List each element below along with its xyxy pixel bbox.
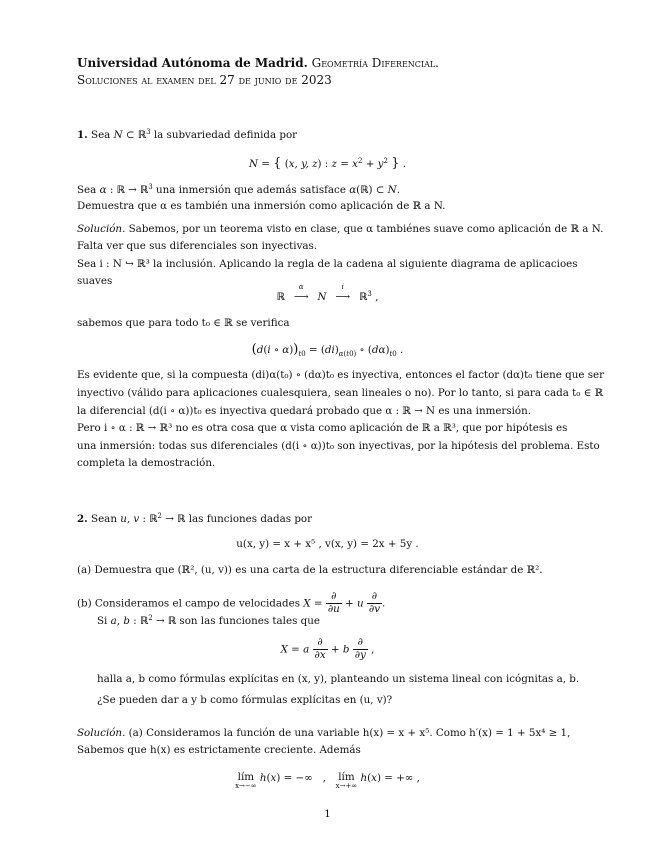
lim-subscript: x→+∞ [335,782,358,791]
problem1-statement-line3: Demuestra que α es también una inmersión como aplicación de ℝ a N. [77,200,446,212]
problem1-statement-line1: 1. Sea N ⊂ ℝ$^3$ la subvariedad definida por [77,128,298,141]
solution1-diagram: ℝ α ⟶ N i ⟶ ℝ$^3$ , [276,283,379,303]
solution1-line4: suaves [77,275,113,287]
lim-word: lím [237,771,255,783]
solution1-text: Sabemos, por un teorema visto en clase, que α tambiénes suave como aplicación de ℝ a N. [128,223,604,235]
solution1-line3: Sea i : N ↪ ℝ³ la inclusión. Aplicando la regla de la cadena al siguiente diagrama de aplicacioes [77,258,578,270]
problem2-number: 2. [77,513,88,525]
solution2-line1 [77,727,570,739]
solution2-label: Solución. [77,727,126,739]
solution2-text: (a) Consideramos la función de una variable h(x) = x + x⁵. Como h′(x) = 1 + 5x⁴ ≥ 1, [128,727,571,739]
page-number: 1 [324,808,331,820]
solution1-line6: Es evidente que, si la compuesta (di)α(t₀) ∘ (dα)t₀ es inyectiva, entonces el factor (dα)t₀ tiene que ser [77,369,605,381]
problem1-equation: N = { (x, y, z) : $z = x^2 + y^2$ } . [248,156,407,171]
solution2-limits: lím x→−∞ h(x) = −∞ , lím x→+∞ h(x) = +∞ , [235,771,420,791]
part-b-text: Si [97,615,108,627]
exam-subtitle: Soluciones al examen del 27 de junio de 2023 [77,73,332,87]
problem1-text: una inmersión que además satisface [156,184,346,196]
solution1-label: Solución. [77,223,126,235]
problem2-part-b-line1: (b) Consideramos el campo de velocidades X = $\frac{\partial}{\partial u}$ + u $\frac{\partial}{\partial v}$ . [77,590,386,615]
university-name: Universidad Autónoma de Madrid. [77,56,308,70]
problem2-part-a [77,564,543,576]
solution1-line11: completa la demostración. [77,457,216,469]
solution1-line9: Pero i ∘ α : ℝ → ℝ³ no es otra cosa que α vista como aplicación de ℝ a ℝ³, que por hipótesis es [77,422,568,434]
solution1-chain-rule: (d(i ∘ $\alpha))_{t0} = (di)_{\alpha(t0)}$ ∘ $(d\alpha)_{t0}$ . [251,342,404,358]
solution1-line5: sabemos que para todo t₀ ∈ ℝ se verifica [77,317,290,329]
solution1-line2: Falta ver que sus diferenciales son inyectivas. [77,240,318,252]
problem2-equation: u(x, y) = x + x⁵ , v(x, y) = 2x + 5y . [236,538,419,550]
solution1-line7: inyectivo (válido para aplicaciones cualesquiera, sean lineales o no). Por lo tanto, si para cada t₀ ∈ ℝ [77,387,604,399]
part-b-label: (b) [77,597,92,610]
problem1-text: la subvariedad definida por [153,129,298,141]
problem2-statement-line1: 2. Sean u, v : ℝ$^2$ → ℝ las funciones dadas por [77,512,313,525]
problem2-part-b-line2: Si a, b : ℝ$^2$ → ℝ son las funciones tales que [97,614,320,627]
solution1-line10: una inmersión: todas sus diferenciales (d(i ∘ α))t₀ son inyectivas, por la hipótesis del problema. Esto [77,440,600,452]
part-b-text: son las funciones tales que [179,615,320,627]
problem2-text: Sean [91,513,117,525]
solution1-line1 [77,223,603,235]
problem2-vector-field: X = a $\frac{\partial}{\partial x}$ + b $\frac{\partial}{\partial y}$ , [280,636,375,661]
problem1-number: 1. [77,129,88,141]
lim-word: lím [338,771,355,783]
part-a-label: (a) [77,564,92,576]
problem2-part-b-line4: ¿Se pueden dar a y b como fórmulas explícitas en (u, v)? [97,694,393,706]
problem1-text: Sea [91,129,111,141]
problem1-text: Sea [77,184,97,196]
header-line [77,56,439,70]
lim-subscript: x→−∞ [235,782,257,791]
problem2-text: las funciones dadas por [188,513,313,525]
solution2-line2: Sabemos que h(x) es estrictamente creciente. Además [77,744,361,756]
problem2-part-b-line3: halla a, b como fórmulas explícitas en (x, y), planteando un sistema lineal con icógnitas a, b. [97,673,580,685]
part-b-text: Consideramos el campo de velocidades [94,597,300,610]
problem1-statement-line2: Sea α : ℝ → ℝ$^3$ una inmersión que además satisface α(ℝ) ⊂ N. [77,183,400,196]
course-name: Geometría Diferencial. [311,56,439,70]
solution1-line8: la diferencial (d(i ∘ α))t₀ es inyectiva quedará probado que α : ℝ → N es una inmersión. [77,405,532,417]
part-a-text: Demuestra que (ℝ², (u, v)) es una carta de la estructura diferenciable estándar de ℝ². [94,564,543,576]
